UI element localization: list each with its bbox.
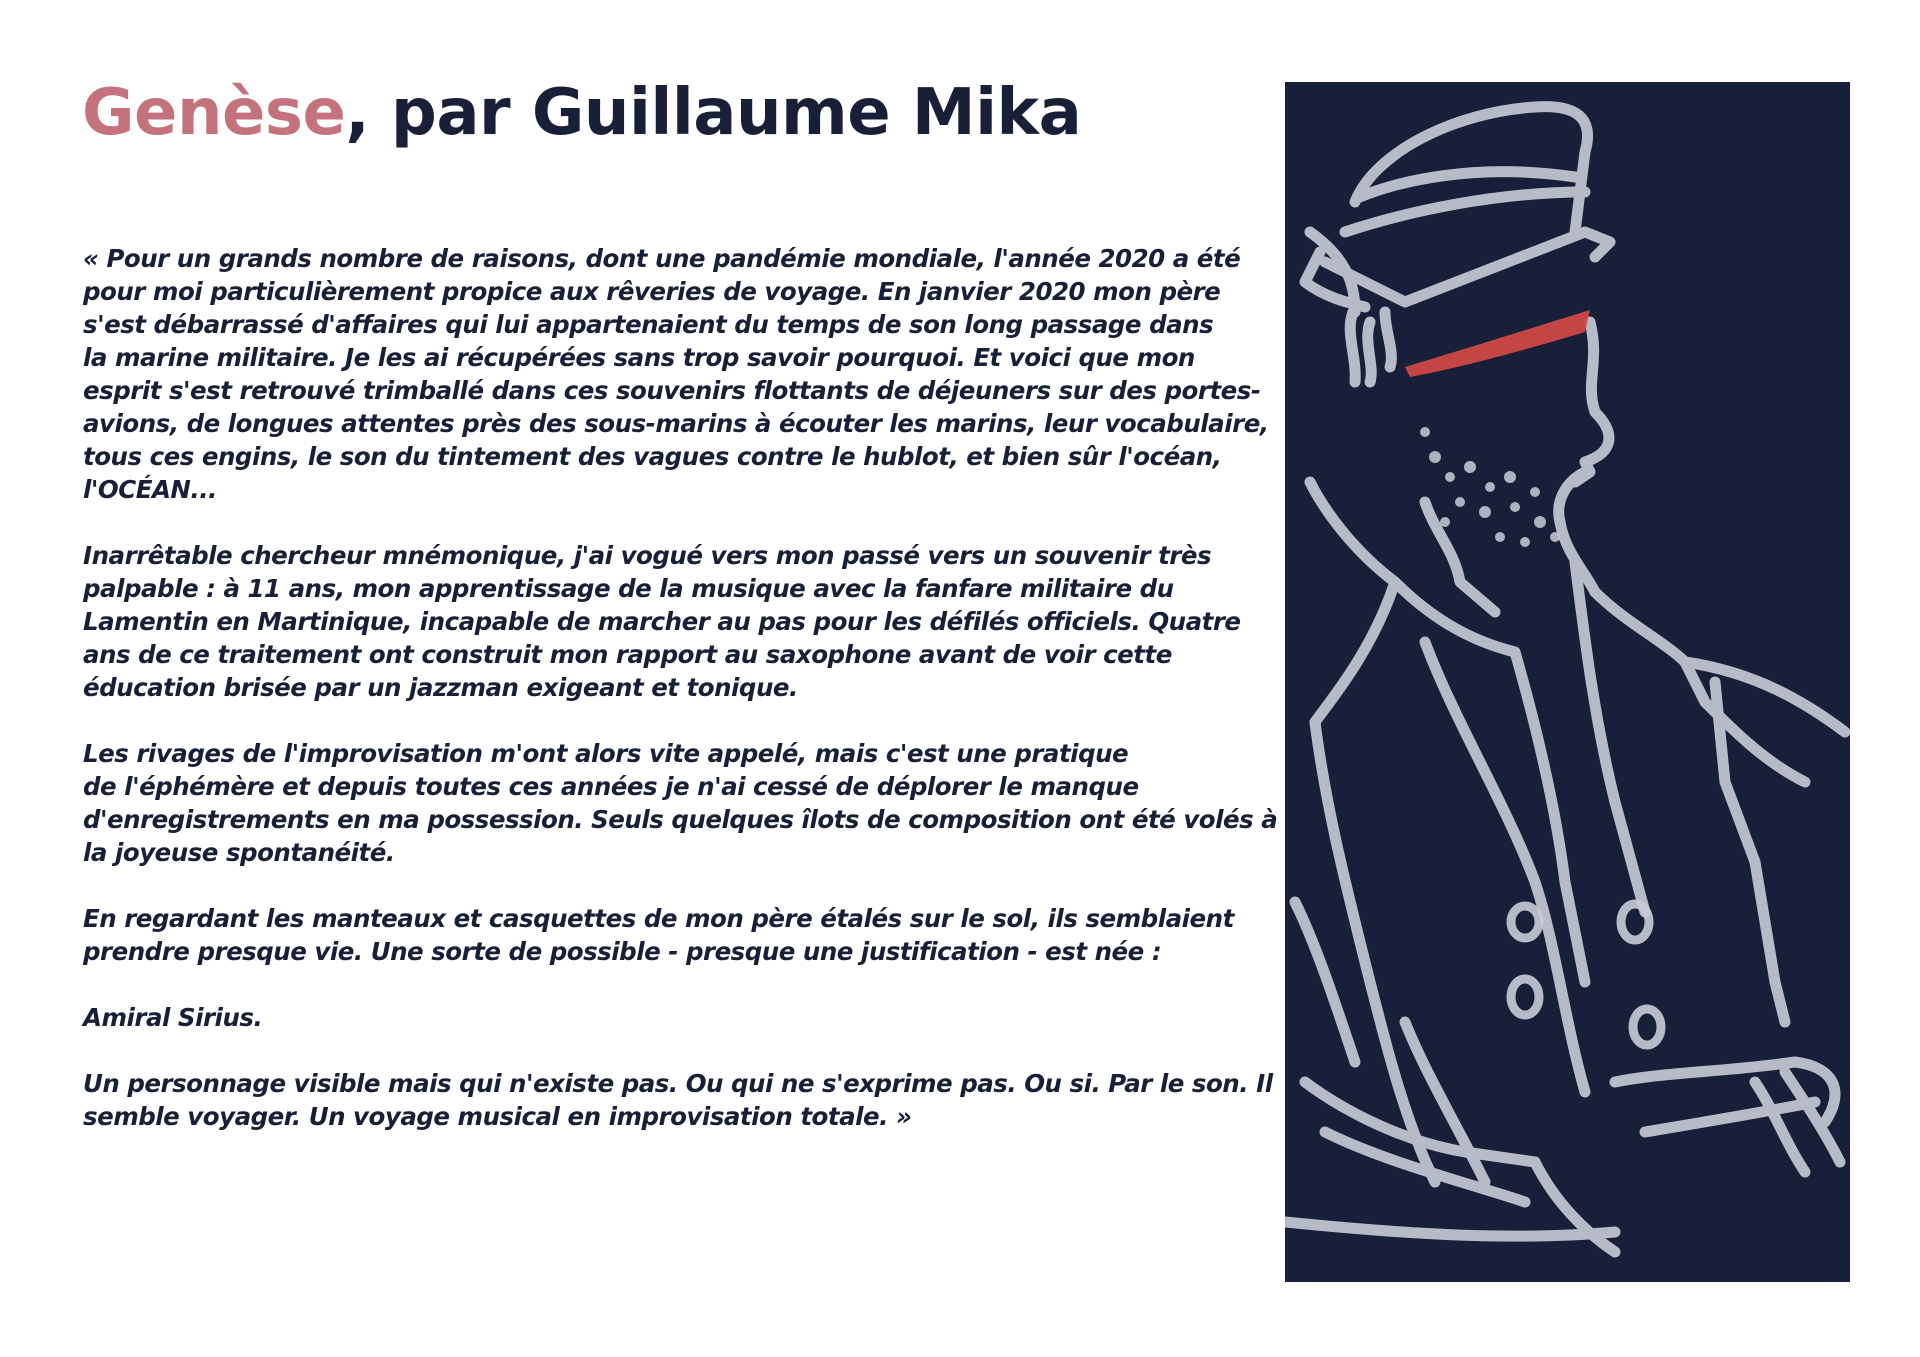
text-line: l'OCÉAN... — [83, 475, 217, 504]
paragraph-1 — [83, 242, 1269, 506]
text-line: « Pour un grands nombre de raisons, dont une pandémie mondiale, l'année 2020 a été — [83, 244, 1241, 273]
quote-body — [83, 242, 1278, 1166]
text-line: Les rivages de l'improvisation m'ont alors vite appelé, mais c'est une pratique — [83, 739, 1129, 768]
text-line: la joyeuse spontanéité. — [83, 838, 395, 867]
text-line: éducation brisée par un jazzman exigeant et tonique. — [83, 673, 798, 702]
text-line: Amiral Sirius. — [83, 1003, 263, 1032]
officer-sketch-image — [1285, 82, 1850, 1282]
naval-officer-illustration — [1285, 82, 1850, 1282]
text-line: Un personnage visible mais qui n'existe pas. Ou qui ne s'exprime pas. Ou si. Par le son. Il — [83, 1069, 1273, 1098]
text-line: tous ces engins, le son du tintement des vagues contre le hublot, et bien sûr l'océan, — [83, 442, 1222, 471]
paragraph-3 — [83, 737, 1278, 869]
paragraph-4 — [83, 902, 1234, 968]
text-line: Lamentin en Martinique, incapable de marcher au pas pour les défilés officiels. Quatre — [83, 607, 1241, 636]
page-title — [82, 68, 1081, 158]
text-line: d'enregistrements en ma possession. Seuls quelques îlots de composition ont été volés à — [83, 805, 1278, 834]
text-line: avions, de longues attentes près des sous-marins à écouter les marins, leur vocabulaire, — [83, 409, 1269, 438]
title-accent: Genèse — [82, 76, 346, 150]
text-line: palpable : à 11 ans, mon apprentissage de la musique avec la fanfare militaire du — [83, 574, 1174, 603]
paragraph-2 — [83, 539, 1241, 704]
paragraph-6 — [83, 1067, 1273, 1133]
text-line: de l'éphémère et depuis toutes ces années je n'ai cessé de déplorer le manque — [83, 772, 1139, 801]
title-rest: , par Guillaume Mika — [345, 76, 1082, 150]
text-line: En regardant les manteaux et casquettes de mon père étalés sur le sol, ils semblaient — [83, 904, 1234, 933]
text-line: s'est débarrassé d'affaires qui lui appartenaient du temps de son long passage dans — [83, 310, 1214, 339]
text-line: esprit s'est retrouvé trimballé dans ces souvenirs flottants de déjeuners sur des portes- — [83, 376, 1261, 405]
text-line: semble voyager. Un voyage musical en improvisation totale. » — [83, 1102, 912, 1131]
text-line: pour moi particulièrement propice aux rêveries de voyage. En janvier 2020 mon père — [83, 277, 1221, 306]
paragraph-5 — [83, 1001, 1218, 1034]
text-line: Inarrêtable chercheur mnémonique, j'ai vogué vers mon passé vers un souvenir très — [83, 541, 1212, 570]
text-line: la marine militaire. Je les ai récupérées sans trop savoir pourquoi. Et voici que mon — [83, 343, 1195, 372]
text-line: ans de ce traitement ont construit mon rapport au saxophone avant de voir cette — [83, 640, 1172, 669]
text-line: prendre presque vie. Une sorte de possible - presque une justification - est née : — [83, 937, 1162, 966]
